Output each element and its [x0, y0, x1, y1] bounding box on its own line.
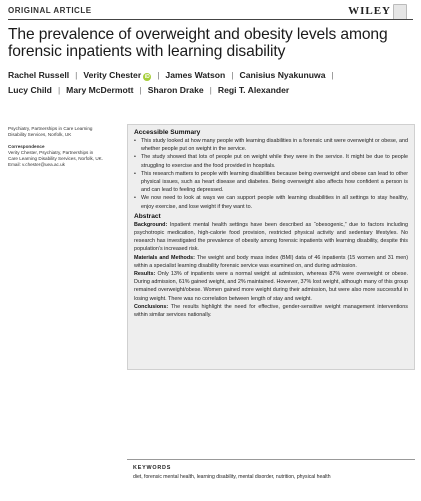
section-text: The results highlight the need for effective, gender-sensitive weight management interventions within similar services nationally. — [134, 303, 408, 319]
affiliation-column — [8, 126, 120, 168]
summary-abstract-box — [127, 124, 415, 370]
affiliation-line: Psychiatry, Partnerships in Care Learning — [8, 126, 93, 131]
abstract-results — [134, 270, 408, 303]
summary-bullet: • We now need to look at ways we can support people with learning disabilities in all settings to stay healthy, enjoy exercise, and lose weight if they want to. — [141, 194, 408, 210]
article-title: The prevalence of overweight and obesity levels among forensic inpatients with learning disability — [8, 26, 388, 60]
abstract-background — [134, 221, 408, 254]
section-label: Materials and Methods: — [134, 254, 195, 261]
keywords-list: diet, forensic mental health, learning disability, mental disorder, nutrition, physical health — [133, 474, 331, 480]
abstract-conclusions — [134, 303, 408, 319]
summary-bullet: • This study looked at how many people with learning disabilities in a forensic unit were overweight or obese, and whether people put on weight in the service. — [141, 137, 408, 153]
author-name[interactable]: Mary McDermott — [66, 85, 134, 95]
accessible-summary-heading: Accessible Summary — [134, 129, 201, 136]
author-name[interactable]: James Watson — [165, 70, 226, 80]
author-name[interactable]: Lucy Child — [8, 85, 52, 95]
summary-bullets — [134, 137, 408, 211]
header-divider — [8, 19, 413, 20]
keywords-divider — [127, 459, 415, 460]
author-name[interactable]: Verity Chester — [83, 70, 142, 80]
author-name[interactable]: Sharon Drake — [147, 85, 204, 95]
orcid-icon[interactable]: iD — [144, 74, 150, 80]
correspondence-email[interactable]: Email: v.chester@uea.ac.uk — [8, 162, 65, 167]
summary-bullet: • The study showed that lots of people put on weight while they were in the service. It might be due to people struggling to exercise and the food provided in hospitals. — [141, 153, 408, 169]
section-text: The weight and body mass index (BMI) data of 46 inpatients (15 women and 31 men) within a specialist learning disability forensic service was examined on, and during admission. — [134, 254, 408, 269]
article-type: ORIGINAL ARTICLE — [8, 6, 92, 15]
author-name[interactable]: Canisius Nyakunuwa — [239, 70, 326, 80]
publisher-badge-icon — [393, 4, 407, 20]
section-label: Background: — [134, 221, 168, 228]
affiliation-line: Disability Services, Norfolk, UK — [8, 132, 72, 137]
abstract-heading: Abstract — [134, 212, 161, 220]
section-text: Only 13% of inpatients were a normal weight at admission, whereas 87% were overweight or obese. During admission, 61% gained weight, and 2% maintained. However, 37% lost weight, although many of this group remained overweight/obese. Women gained more weight during their admission, but were also more successful in losing weight. There was no correlation between length of stay and weight. — [134, 271, 408, 302]
keywords-heading: KEYWORDS — [133, 465, 172, 471]
section-text: Inpatient mental health settings have been described as “obesogenic,” due to factors including psychotropic medication, high-calorie food provision, restricted physical activity and sedentary lifestyles. No research has investigated the prevalence of obesity among forensic inpatients with learning disability, despite this population’s increased risk. — [134, 221, 408, 253]
journal-header — [8, 4, 413, 20]
publisher-logo: WILEY — [348, 5, 391, 17]
abstract-methods — [134, 254, 408, 270]
correspondence-line: Verity Chester, Psychiatry, Partnerships in — [8, 150, 94, 155]
section-label: Conclusions: — [134, 303, 169, 310]
summary-bullet: • This research matters to people with learning disabilities because being overweight and obese can lead to other physical issues, such as heart disease and diabetes. Being overweight also affects how confident a person is and can lead to feeling depressed. — [141, 170, 408, 195]
author-list: Rachel Russell | Verity Chester iD | James Watson | Canisius Nyakunuwa | Lucy Child | Mary McDermott | Sharon Drake | Regi T. Alexander — [8, 70, 334, 95]
section-label: Results: — [134, 271, 156, 278]
correspondence-line: Care Learning Disability Services, Norfolk, UK. — [8, 156, 103, 161]
author-name[interactable]: Rachel Russell — [8, 70, 70, 80]
correspondence-heading: Correspondence — [8, 144, 45, 149]
author-name[interactable]: Regi T. Alexander — [217, 85, 290, 95]
